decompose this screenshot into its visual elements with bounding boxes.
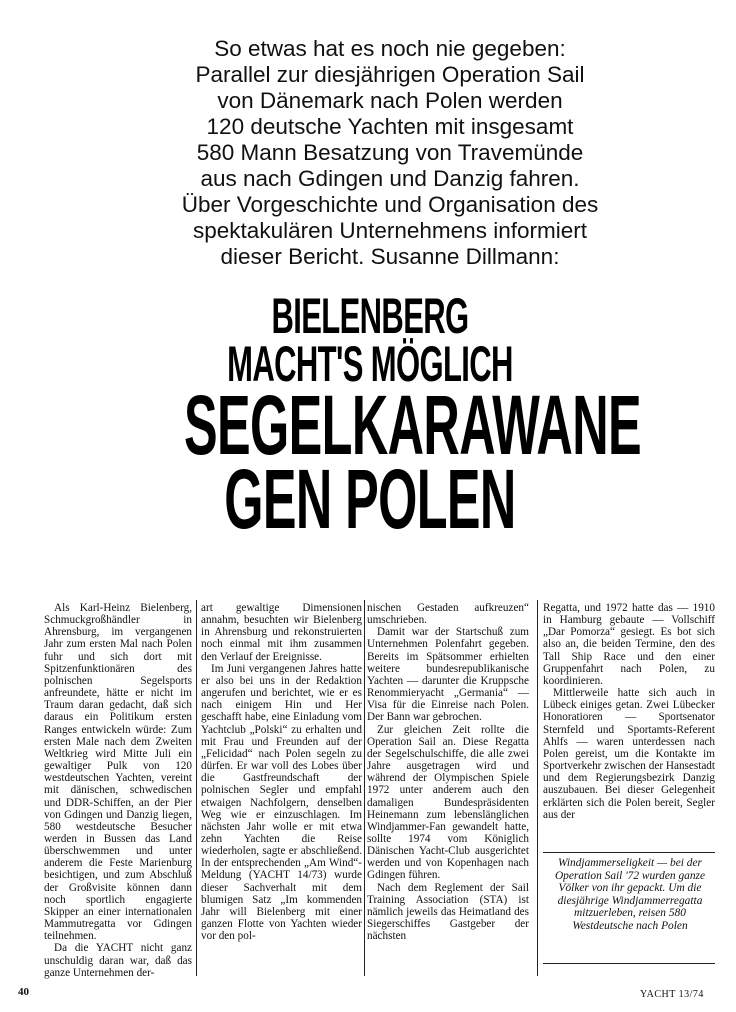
paragraph: Zur gleichen Zeit rollte die Operation Sail an. Diese Regatta der Segelschulschiffe, die alle zwei Jahre ausgetragen wird und während der Olympischen Spiele 1972 unter anderem auch den damaligen Bundespräsidenten Heinemann zum lebenslänglichen Windjammer-Fan gewandelt hatte, sollte 1974 vom Königlich Dänischen Yacht-Club ausgerichtet werden und von Kopenhagen nach Gdingen führen. bbox=[367, 723, 529, 882]
caption-bottom-rule bbox=[543, 963, 715, 964]
article-column-2 bbox=[201, 602, 362, 942]
page-number: 40 bbox=[18, 986, 29, 998]
intro-line: spektakulären Unternehmens informiert bbox=[193, 218, 587, 243]
issue-label: YACHT 13/74 bbox=[640, 989, 704, 1000]
paragraph: Nach dem Reglement der Sail Training Association (STA) ist nämlich jeweils das Heimatland des Siegerschiffes Gastgeber der nächsten bbox=[367, 881, 529, 943]
photo-caption: Windjammerseligkeit — bei der Operation Sail '72 wurden ganze Völker von ihr gepackt. Um die diesjährige Windjammerregatta mitzuerleben, reisen 580 Westdeutsche nach Polen bbox=[554, 857, 706, 932]
headline-line-4: GEN POLEN bbox=[224, 452, 516, 546]
intro-line: aus nach Gdingen und Danzig fahren. bbox=[200, 166, 580, 191]
paragraph: nischen Gestaden aufkreuzen“ umschrieben. bbox=[367, 602, 529, 627]
intro-line: Über Vorgeschichte und Organisation des bbox=[181, 192, 599, 217]
intro-line: 120 deutsche Yachten mit insgesamt bbox=[206, 114, 574, 139]
headline-line-3: SEGELKARAWANE bbox=[184, 378, 642, 472]
article-column-1 bbox=[44, 602, 192, 979]
paragraph: Damit war der Startschuß zum Unternehmen Polenfahrt gegeben. Bereits im Spätsommer erhielten weitere bundesrepublikanische Yachten — darunter die Kruppsche Renommieryacht „Germania“ — Visa für die Einreise nach Polen. Der Bann war gebrochen. bbox=[367, 626, 529, 724]
column-divider bbox=[196, 600, 197, 976]
paragraph: Als Karl-Heinz Bielenberg, Schmuckgroßhändler in Ahrensburg, im vergangenen Jahr zum ersten Mal nach Polen fuhr und sich dort mit Spitzenfunktionären des polnischen Segelsports anfreundete, hätte er nicht im Traum daran gedacht, daß sich daraus ein Politikum ersten Ranges entwickeln würde: Zum ersten Male nach dem Zweiten Weltkrieg wird Mitte Juli ein gewaltiger Pulk von 120 westdeutschen Yachten, vereint mit dänischen, schwedischen und DDR-Schiffen, an der Pier von Gdingen und Danzig liegen, 580 westdeutsche Besucher werden in Bussen das Land überschwemmen und unter anderem die Feste Marienburg besichtigen, und zum Abschluß der Großvisite können dann noch sportlich engagierte Skipper an einer internationalen Mammutregatta vor Gdingen teilnehmen. bbox=[44, 602, 192, 943]
article-column-4 bbox=[543, 602, 715, 821]
intro-line: 580 Mann Besatzung von Travemünde bbox=[196, 140, 584, 165]
paragraph: Da die YACHT nicht ganz unschuldig daran war, daß das ganze Unternehmen der- bbox=[44, 942, 192, 979]
headline-line-1: BIELENBERG bbox=[271, 288, 469, 344]
headline-line-2: MACHT'S MÖGLICH bbox=[227, 336, 513, 392]
intro-line: Parallel zur diesjährigen Operation Sail bbox=[195, 62, 585, 87]
intro-line: So etwas hat es noch nie gegeben: bbox=[214, 36, 566, 61]
caption-top-rule bbox=[543, 852, 715, 853]
paragraph: Mittlerweile hatte sich auch in Lübeck einiges getan. Zwei Lübecker Honoratioren — Sportsenator Sternfeld und Sportamts-Referent Ahlfs — waren unterdessen nach Polen gereist, um die Kontakte im Sportverkehr zwischen der Hansestadt und dem Regierungsbezirk Danzig auszubauen. Bei dieser Gelegenheit erklärten sich die Polen bereit, Segler aus der bbox=[543, 687, 715, 821]
paragraph: Regatta, und 1972 hatte das — 1910 in Hamburg gebaute — Vollschiff „Dar Pomorza“ gesiegt. Es bot sich also an, die beiden Termine, den des Tall Ship Race und den einer Gruppenfahrt nach Polen, zu koordinieren. bbox=[543, 602, 715, 687]
intro-text bbox=[96, 36, 684, 270]
column-divider bbox=[537, 600, 538, 976]
headline bbox=[60, 288, 680, 546]
intro-line: dieser Bericht. Susanne Dillmann: bbox=[220, 244, 560, 269]
paragraph: art gewaltige Dimensionen annahm, besuchten wir Bielenberg in Ahrensburg und rekonstruierten noch einmal mit ihm zusammen den Verlauf der Ereignisse. bbox=[201, 602, 362, 663]
intro-line: von Dänemark nach Polen werden bbox=[217, 88, 563, 113]
column-divider bbox=[364, 600, 365, 976]
paragraph: Im Juni vergangenen Jahres hatte er also bei uns in der Redaktion angerufen und berichtet, wie er es nach einigem Hin und Her geschafft habe, eine Einladung vom Yachtclub „Polski“ zu erhalten und mit Frau und Freunden auf der „Felicidad“ nach Polen segeln zu dürfen. Er war voll des Lobes über die Gastfreundschaft der polnischen Segler und empfahl etwaigen Nachfolgern, denselben Weg wie er einzuschlagen. Im nächsten Jahr wolle er mit etwa zehn Yachten die Reise wiederholen, sagte er abschließend. In der entsprechenden „Am Wind“-Meldung (YACHT 14/73) wurde dieser Sachverhalt mit dem blumigen Satz „Im kommenden Jahr will Bielenberg mit einer ganzen Flotte von Yachten wieder vor den pol- bbox=[201, 662, 362, 943]
article-column-3 bbox=[367, 602, 529, 942]
